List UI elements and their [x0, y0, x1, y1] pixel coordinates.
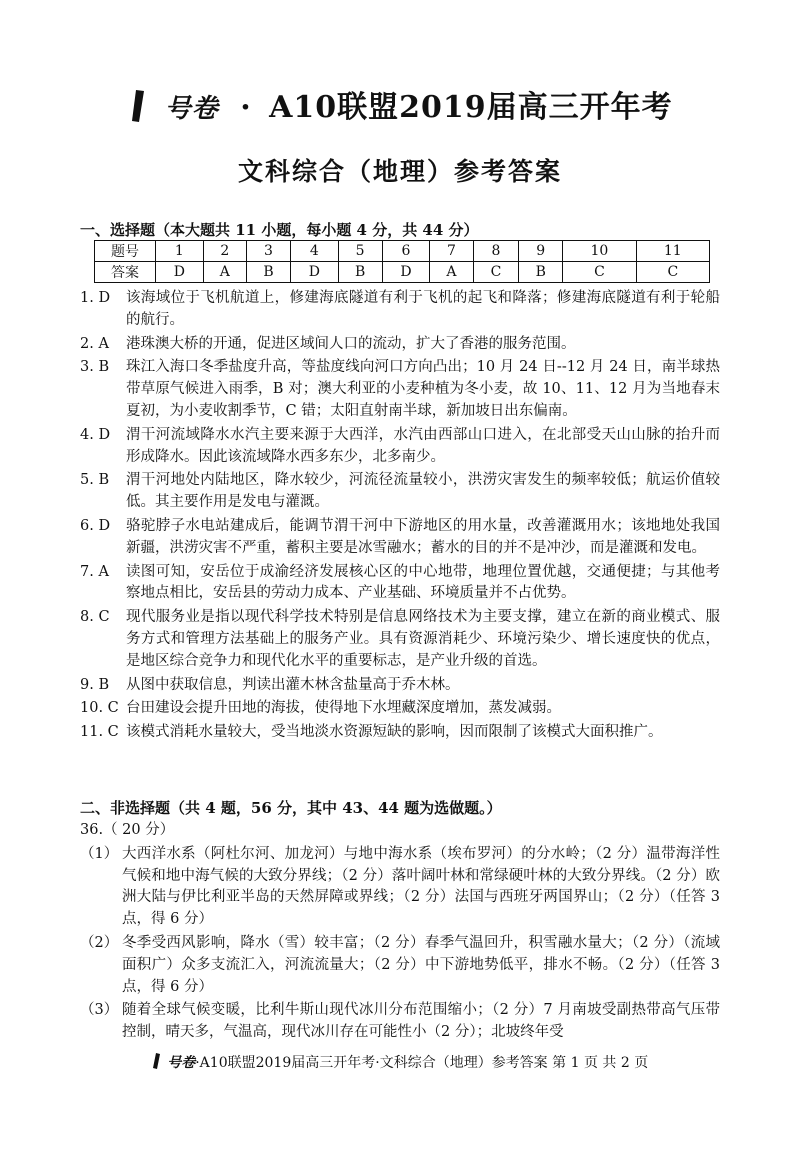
section-2-heading: 二、非选择题（共 4 题，56 分，其中 43、44 题为选做题。）: [80, 799, 502, 817]
list-item: [80, 698, 720, 720]
row-label-question: 题号: [95, 241, 156, 262]
list-item: [80, 470, 720, 514]
item-text: 该模式消耗水量较大，受当地淡水资源短缺的影响，因而限制了该模式大面积推广。: [126, 724, 663, 741]
question-number: 7: [430, 241, 473, 262]
answer-letter: D: [156, 262, 204, 283]
part-number: （2）: [80, 934, 119, 951]
answer-letter: B: [519, 262, 563, 283]
answer-row: [95, 262, 710, 283]
question-36-heading: 36.（ 20 分）: [80, 822, 175, 838]
item-number: 9. B: [80, 676, 110, 693]
item-text: 港珠澳大桥的开通，促进区域间人口的流动，扩大了香港的服务范围。: [126, 335, 576, 352]
item-text: 该海域位于飞机航道上，修建海底隧道有利于飞机的起飞和降落；修建海底隧道有利于轮船的航行。: [126, 290, 720, 328]
footer-text: ·A10联盟2019届高三开年考·文科综合（地理）参考答案 第 1 页 共 2 页: [195, 1055, 649, 1071]
answer-letter: B: [338, 262, 382, 283]
item-number: 2. A: [80, 335, 109, 352]
question-number: 3: [246, 241, 290, 262]
explanation-list: [80, 288, 720, 746]
list-item: [80, 288, 720, 332]
question-number: 1: [156, 241, 204, 262]
answer-letter: C: [563, 262, 636, 283]
list-item: [80, 334, 720, 356]
answer-letter: D: [382, 262, 430, 283]
part-number: （1）: [80, 845, 119, 862]
part-text: 大西洋水系（阿杜尔河、加龙河）与地中海水系（埃布罗河）的分水岭；（2 分）温带海洋性气候和地中海气候的大致分界线；（2 分）落叶阔叶林和常绿硬叶林的大致分界线。（2 分）欧洲大陆与伊比利亚半岛的天然屏障或界线；（2 分）法国与西班牙两国界山；（2 分）（任答 3 点，得 6 分）: [122, 845, 720, 928]
item-text: 渭干河流域降水水汽主要来源于大西洋，水汽由西部山口进入，在北部受天山山脉的抬升而形成降水。因此该流域降水西多东少，北多南少。: [126, 426, 720, 465]
question-number: 6: [382, 241, 430, 262]
item-number: 1. D: [80, 290, 111, 306]
title-separator: ·: [240, 90, 252, 125]
answer-letter: B: [246, 262, 290, 283]
item-text: 骆驼脖子水电站建成后，能调节渭干河中下游地区的用水量，改善灌溉用水；该地地处我国新疆，洪涝灾害不严重，蓄积主要是冰雪融水；蓄水的目的并不是冲沙，而是灌溉和发电。: [126, 517, 720, 556]
question-part: [80, 933, 720, 998]
answer-letter: A: [430, 262, 473, 283]
list-item: [80, 722, 720, 744]
list-item: [80, 425, 720, 469]
item-number: 11. C: [80, 724, 119, 741]
brand-name: 号卷: [164, 94, 219, 124]
item-number: 4. D: [80, 426, 111, 443]
answer-letter: C: [636, 262, 709, 283]
item-number: 5. B: [80, 472, 110, 489]
question-part: [80, 1000, 720, 1044]
question-number: 5: [338, 241, 382, 262]
question-number: 10: [563, 241, 636, 262]
item-number: 3. B: [80, 359, 110, 376]
item-number: 8. C: [80, 609, 110, 626]
list-item: [80, 357, 720, 422]
question-part: [80, 844, 720, 931]
list-item: [80, 675, 720, 697]
question-number-row: [95, 241, 710, 262]
list-item: [80, 607, 720, 672]
document-title: [0, 82, 800, 126]
list-item: [80, 562, 720, 606]
item-text: 台田建设会提升田地的海拔，使得地下水埋藏深度增加，蒸发减弱。: [126, 700, 561, 717]
item-number: 7. A: [80, 563, 109, 580]
part-text: 冬季受西风影响，降水（雪）较丰富；（2 分）春季气温回升，积雪融水量大；（2 分）（流域面积广）众多支流汇入，河流流量大；（2 分）中下游地势低平，排水不畅。（2 分）（任答 3 点，得 6 分）: [122, 934, 720, 995]
item-text: 读图可知，安岳位于成渝经济发展核心区的中心地带，地理位置优越，交通便捷；与其他考察地点相比，安岳县的劳动力成本、产业基础、环境质量并不占优势。: [126, 563, 720, 602]
item-text: 珠江入海口冬季盐度升高，等盐度线向河口方向凸出；10 月 24 日--12 月 24 日，南半球热带草原气候进入雨季，B 对；澳大利亚的小麦种植为冬小麦，故 10、11、12 月为当地春末夏初，为小麦收割季节，C 错；太阳直射南半球，新加坡日出东偏南。: [126, 359, 720, 419]
question-number: 4: [290, 241, 338, 262]
section-1-heading: 一、选择题（本大题共 11 小题，每小题 4 分，共 44 分）: [80, 221, 479, 239]
part-number: （3）: [80, 1002, 119, 1019]
item-number: 10. C: [80, 700, 119, 717]
list-item: [80, 516, 720, 560]
part-text: 随着全球气候变暖，比利牛斯山现代冰川分布范围缩小；（2 分）7 月南坡受副热带高气压带控制，晴天多，气温高，现代冰川存在可能性小（2 分）；北坡终年受: [122, 1002, 720, 1041]
question-number: 2: [203, 241, 246, 262]
question-number: 11: [636, 241, 709, 262]
row-label-answer: 答案: [95, 262, 156, 283]
page-footer: [0, 1052, 800, 1072]
answer-letter: D: [290, 262, 338, 283]
item-number: 6. D: [80, 517, 111, 534]
brush-stroke-logo-icon: [152, 1053, 162, 1069]
answer-table: [94, 240, 710, 283]
exam-title: A10联盟2019届高三开年考: [269, 90, 673, 125]
item-text: 渭干河地处内陆地区，降水较少，河流径流量较小，洪涝灾害发生的频率较低；航运价值较低。其主要作用是发电与灌溉。: [126, 472, 720, 511]
question-36: [80, 820, 720, 1046]
item-text: 从图中获取信息，判读出灌木林含盐量高于乔木林。: [126, 676, 460, 693]
question-number: 8: [473, 241, 519, 262]
item-text: 现代服务业是指以现代科学技术特别是信息网络技术为主要支撑，建立在新的商业模式、服务方式和管理方法基础上的服务产业。具有资源消耗少、环境污染少、增长速度快的优点，是地区综合竞争力和现代化水平的重要标志，是产业升级的首选。: [126, 609, 720, 669]
brush-stroke-logo-icon: [127, 89, 149, 123]
answer-letter: C: [473, 262, 519, 283]
question-number: 9: [519, 241, 563, 262]
footer-brand: 号卷: [167, 1055, 196, 1071]
page-subtitle: 文科综合（地理）参考答案: [237, 157, 562, 186]
answer-letter: A: [203, 262, 246, 283]
